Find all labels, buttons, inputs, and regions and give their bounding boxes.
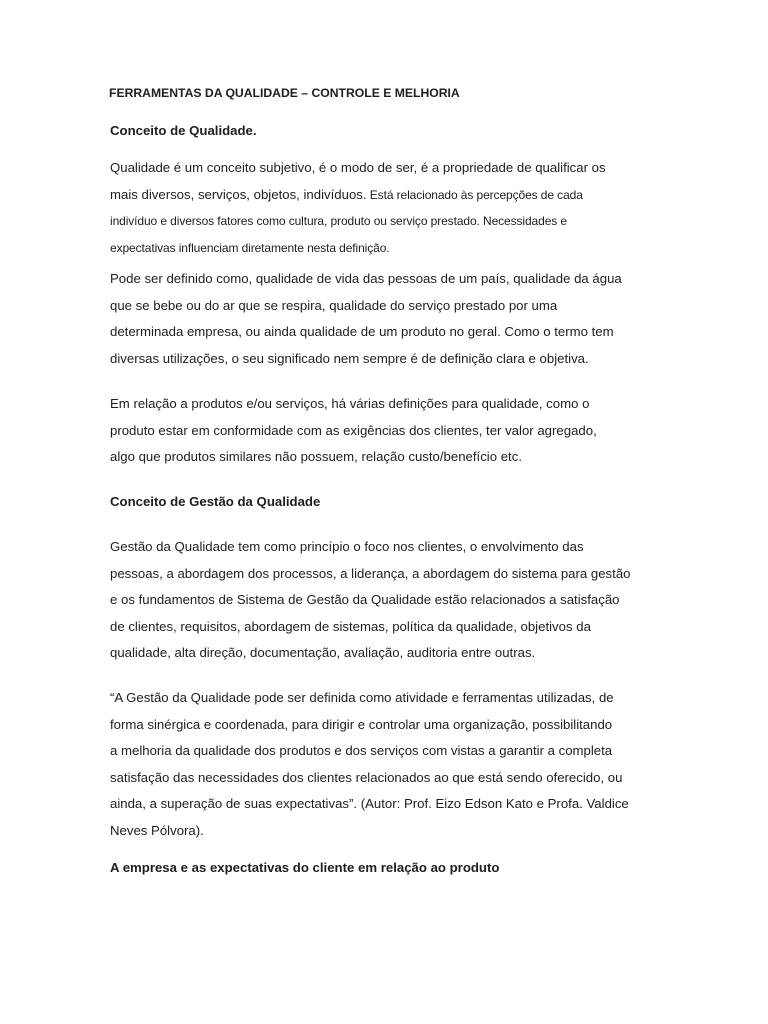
paragraph-3-line-3: algo que produtos similares não possuem, relação custo/benefício etc.	[110, 449, 522, 464]
document-title: FERRAMENTAS DA QUALIDADE – CONTROLE E MELHORIA	[109, 86, 460, 100]
paragraph-3-line-2: produto estar em conformidade com as exigências dos clientes, ter valor agregado,	[110, 422, 597, 438]
heading-empresa-expectativas: A empresa e as expectativas do cliente em relação ao produto	[110, 860, 500, 875]
paragraph-5-line-6: Neves Pólvora).	[110, 822, 204, 838]
heading-conceito-gestao: Conceito de Gestão da Qualidade	[110, 494, 321, 509]
paragraph-2-line-3: determinada empresa, ou ainda qualidade de um produto no geral. Como o termo tem	[110, 324, 614, 339]
paragraph-4-line-2: pessoas, a abordagem dos processos, a liderança, a abordagem do sistema para gestão	[110, 565, 631, 581]
paragraph-1-line-3: indivíduo e diversos fatores como cultura, produto ou serviço prestado. Necessidades e	[110, 214, 567, 228]
paragraph-1-line-1: Qualidade é um conceito subjetivo, é o modo de ser, é a propriedade de qualificar os	[110, 160, 606, 175]
paragraph-2-line-4: diversas utilizações, o seu significado nem sempre é de definição clara e objetiva.	[110, 350, 589, 366]
paragraph-1-line-2	[110, 182, 670, 209]
paragraph-4-line-3: e os fundamentos de Sistema de Gestão da Qualidade estão relacionados a satisfação	[110, 592, 620, 607]
paragraph-1-line-2-b: Está relacionado às percepções de cada	[366, 187, 583, 202]
paragraph-4-line-1: Gestão da Qualidade tem como princípio o foco nos clientes, o envolvimento das	[110, 539, 584, 554]
paragraph-5-line-3: a melhoria da qualidade dos produtos e dos serviços com vistas a garantir a completa	[110, 743, 613, 758]
paragraph-3-line-1: Em relação a produtos e/ou serviços, há várias definições para qualidade, como o	[110, 396, 590, 411]
paragraph-5-quote	[110, 685, 670, 844]
paragraph-5-line-5: ainda, a superação de suas expectativas”. (Autor: Prof. Eizo Edson Kato e Profa. Valdice	[110, 796, 629, 811]
paragraph-3	[110, 391, 670, 471]
paragraph-1-line-2-a: mais diversos, serviços, objetos, indivíduos.	[110, 186, 367, 202]
paragraph-5-line-1: “A Gestão da Qualidade pode ser definida como atividade e ferramentas utilizadas, de	[110, 690, 614, 705]
paragraph-4-line-4: de clientes, requisitos, abordagem de sistemas, política da qualidade, objetivos da	[110, 618, 591, 634]
paragraph-1	[110, 155, 670, 261]
paragraph-1-line-4: expectativas influenciam diretamente nesta definição.	[110, 240, 390, 255]
paragraph-5-line-2: forma sinérgica e coordenada, para dirigir e controlar uma organização, possibilitando	[110, 716, 613, 732]
paragraph-4-line-5: qualidade, alta direção, documentação, avaliação, auditoria entre outras.	[110, 645, 536, 660]
paragraph-2	[110, 266, 670, 372]
paragraph-4	[110, 534, 670, 667]
paragraph-2-line-2: que se bebe ou do ar que se respira, qualidade do serviço prestado por uma	[110, 297, 558, 313]
heading-conceito-qualidade: Conceito de Qualidade.	[110, 123, 257, 138]
paragraph-2-line-1: Pode ser definido como, qualidade de vida das pessoas de um país, qualidade da água	[110, 271, 622, 286]
paragraph-5-line-4: satisfação das necessidades dos clientes relacionados ao que está sendo oferecido, ou	[110, 769, 623, 785]
